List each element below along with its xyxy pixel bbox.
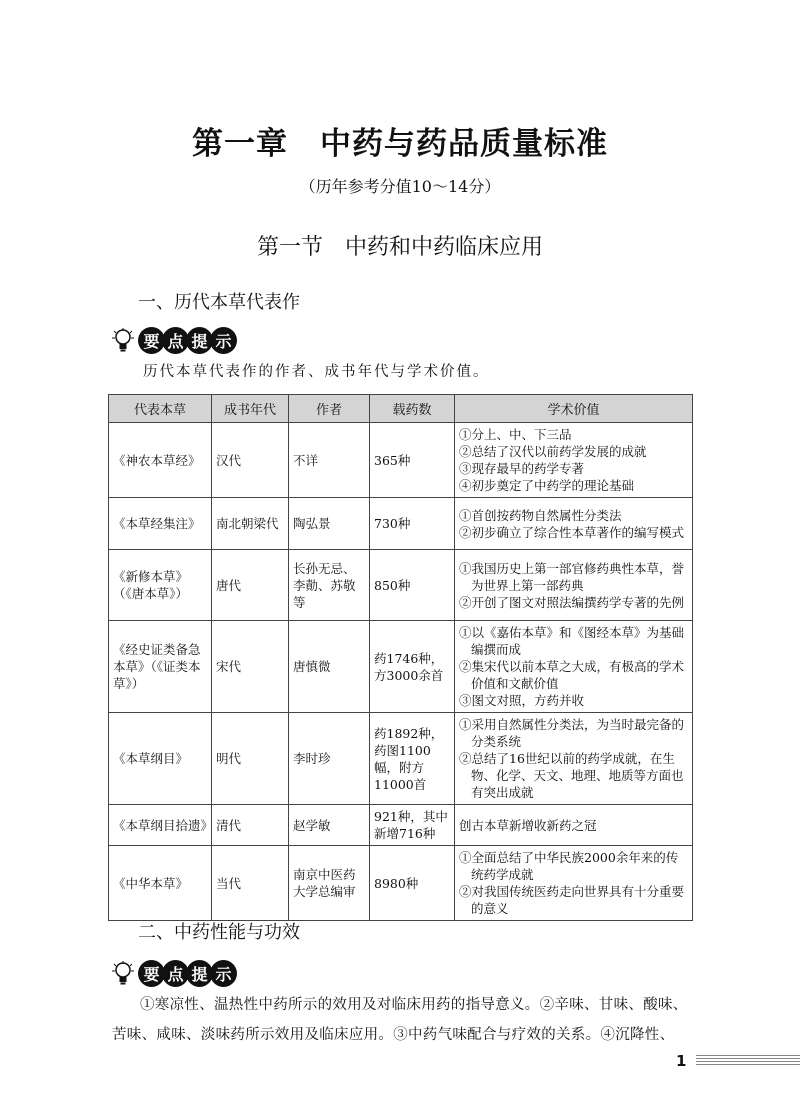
value-line: 创古本草新增收新药之冠 bbox=[459, 817, 597, 833]
cell-book: 《神农本草经》 bbox=[109, 423, 212, 498]
header-era: 成书年代 bbox=[212, 395, 289, 423]
value-line: ①以《嘉佑本草》和《图经本草》为基础编撰而成 bbox=[459, 625, 685, 657]
cell-author: 长孙无忌、李勣、苏敬等 bbox=[289, 550, 370, 621]
value-line: ②总结了16世纪以前的药学成就，在生物、化学、天文、地理、地质等方面也有突出成就 bbox=[459, 751, 684, 800]
cell-book: 《中华本草》 bbox=[109, 846, 212, 921]
badge-char: 提 bbox=[186, 960, 213, 987]
cell-era: 当代 bbox=[212, 846, 289, 921]
page-number: 1 bbox=[676, 1052, 687, 1070]
lightbulb-icon bbox=[112, 327, 134, 353]
table-row bbox=[109, 550, 693, 621]
part2-paragraph: ①寒凉性、温热性中药所示的效用及对临床用药的指导意义。②辛味、甘味、酸味、苦味、咸味、淡味药所示效用及临床应用。③中药气味配合与疗效的关系。④沉降性、 bbox=[112, 997, 688, 1043]
badge-char: 要 bbox=[138, 960, 165, 987]
cell-value bbox=[455, 498, 693, 550]
cell-value bbox=[455, 550, 693, 621]
badge-char: 点 bbox=[162, 960, 189, 987]
table-row bbox=[109, 846, 693, 921]
badge-char: 示 bbox=[210, 327, 237, 354]
cell-count: 365种 bbox=[370, 423, 455, 498]
cell-count: 8980种 bbox=[370, 846, 455, 921]
badge-char: 要 bbox=[138, 327, 165, 354]
table-header-row bbox=[109, 395, 693, 423]
cell-author: 赵学敏 bbox=[289, 805, 370, 846]
value-line: ③现存最早的药学专著 bbox=[459, 461, 585, 476]
value-line: ①全面总结了中华民族2000余年来的传统药学成就 bbox=[459, 850, 679, 882]
value-line: ③图文对照，方药并收 bbox=[459, 693, 585, 708]
cell-author: 唐慎微 bbox=[289, 621, 370, 713]
cell-era: 唐代 bbox=[212, 550, 289, 621]
cell-book: 《新修本草》（《唐本草》） bbox=[109, 550, 212, 621]
key-points-badge bbox=[112, 325, 234, 355]
cell-count: 730种 bbox=[370, 498, 455, 550]
value-line: ②初步确立了综合性本草著作的编写模式 bbox=[459, 524, 685, 540]
cell-author: 南京中医药大学总编审 bbox=[289, 846, 370, 921]
value-line: ①首创按药物自然属性分类法 bbox=[459, 507, 622, 523]
value-line: ②总结了汉代以前药学发展的成就 bbox=[459, 444, 647, 459]
cell-era: 宋代 bbox=[212, 621, 289, 713]
cell-book: 《本草纲目》 bbox=[109, 713, 212, 805]
cell-author: 陶弘景 bbox=[289, 498, 370, 550]
cell-count: 药1892种，药图1100幅，附方11000首 bbox=[370, 713, 455, 805]
lightbulb-icon bbox=[112, 960, 134, 986]
chapter-subtitle: （历年参考分值10～14分） bbox=[299, 177, 501, 196]
badge-char: 示 bbox=[210, 960, 237, 987]
cell-era: 清代 bbox=[212, 805, 289, 846]
value-line: ①采用自然属性分类法，为当时最完备的分类系统 bbox=[459, 717, 685, 749]
badge-char: 提 bbox=[186, 327, 213, 354]
cell-era: 南北朝梁代 bbox=[212, 498, 289, 550]
table-row bbox=[109, 805, 693, 846]
value-line: ②开创了图文对照法编撰药学专著的先例 bbox=[459, 594, 685, 610]
chapter-title: 第一章 中药与药品质量标准 bbox=[192, 126, 608, 162]
table-row bbox=[109, 621, 693, 713]
cell-count: 921种，其中新增716种 bbox=[370, 805, 455, 846]
cell-author: 不详 bbox=[289, 423, 370, 498]
cell-author: 李时珍 bbox=[289, 713, 370, 805]
cell-value bbox=[455, 423, 693, 498]
table-row bbox=[109, 713, 693, 805]
table-row bbox=[109, 423, 693, 498]
header-count: 载药数 bbox=[370, 395, 455, 423]
value-line: ④初步奠定了中药学的理论基础 bbox=[459, 478, 635, 493]
footer-decoration bbox=[696, 1055, 800, 1065]
cell-value bbox=[455, 713, 693, 805]
cell-value bbox=[455, 621, 693, 713]
cell-book: 《本草经集注》 bbox=[109, 498, 212, 550]
cell-count: 药1746种，方3000余首 bbox=[370, 621, 455, 713]
header-book: 代表本草 bbox=[109, 395, 212, 423]
intro-text: 历代本草代表作的作者、成书年代与学术价值。 bbox=[143, 364, 490, 380]
part2-heading: 二、中药性能与功效 bbox=[138, 922, 300, 943]
cell-book: 《经史证类备急本草》（《证类本草》） bbox=[109, 621, 212, 713]
herbal-classics-table bbox=[108, 394, 693, 921]
cell-era: 明代 bbox=[212, 713, 289, 805]
section-title: 第一节 中药和中药临床应用 bbox=[256, 235, 543, 260]
header-value: 学术价值 bbox=[455, 395, 693, 423]
value-line: ②对我国传统医药走向世界具有十分重要的意义 bbox=[459, 884, 685, 916]
table-row bbox=[109, 498, 693, 550]
cell-value bbox=[455, 805, 693, 846]
cell-count: 850种 bbox=[370, 550, 455, 621]
value-line: ①分上、中、下三品 bbox=[459, 427, 572, 442]
badge-char: 点 bbox=[162, 327, 189, 354]
value-line: ②集宋代以前本草之大成，有极高的学术价值和文献价值 bbox=[459, 659, 685, 691]
header-author: 作者 bbox=[289, 395, 370, 423]
value-line: ①我国历史上第一部官修药典性本草，誉为世界上第一部药典 bbox=[459, 560, 685, 593]
cell-era: 汉代 bbox=[212, 423, 289, 498]
part1-heading: 一、历代本草代表作 bbox=[138, 292, 300, 313]
key-points-badge bbox=[112, 958, 234, 988]
cell-book: 《本草纲目拾遗》 bbox=[109, 805, 212, 846]
cell-value bbox=[455, 846, 693, 921]
